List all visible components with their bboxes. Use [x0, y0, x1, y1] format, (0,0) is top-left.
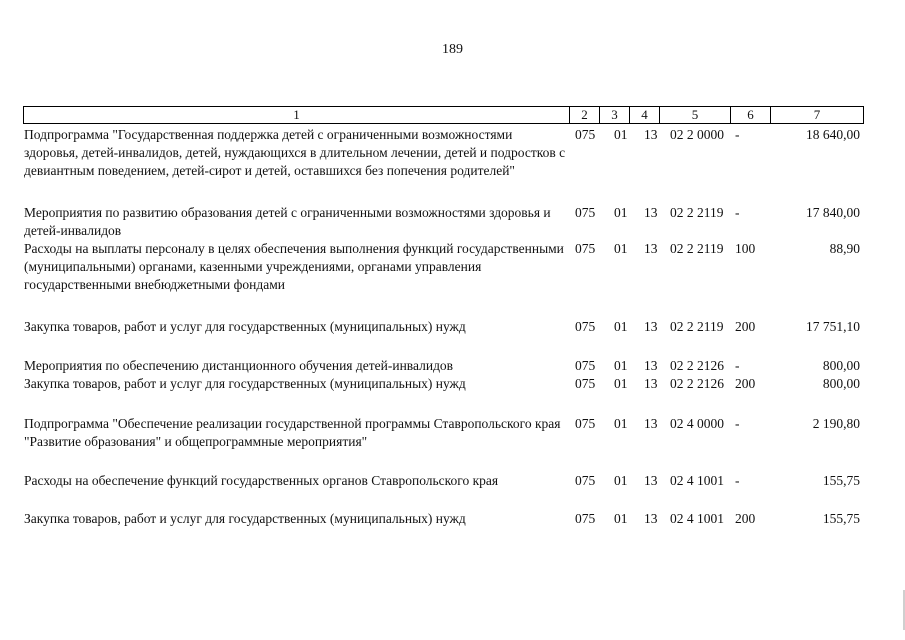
row-code-subsection: 13 — [644, 511, 658, 526]
row-code-expense-type: 200 — [735, 376, 756, 391]
row-code-section: 01 — [614, 473, 628, 488]
row-code-expense-type: - — [735, 205, 740, 220]
row-code-ministry: 075 — [575, 473, 596, 488]
row-description: Мероприятия по развитию образования детей с ограниченными возможностями здоровья и детей-инвалидов — [24, 205, 551, 238]
table-header — [23, 106, 864, 124]
row-description: Расходы на выплаты персоналу в целях обеспечения выполнения функций государственными (муниципальными) органами, казенными учреждениями, органами управления государственными внебюджетными фондами — [24, 241, 564, 292]
row-amount: 155,75 — [822, 473, 860, 488]
row-amount: 17 751,10 — [806, 319, 860, 334]
page-number: 189 — [442, 42, 463, 57]
row-code-ministry: 075 — [575, 511, 596, 526]
row-code-subsection: 13 — [644, 241, 658, 256]
header-col-4: 4 — [629, 107, 659, 123]
row-code-subsection: 13 — [644, 127, 658, 142]
row-code-expense-type: - — [735, 358, 740, 373]
row-code-subsection: 13 — [644, 358, 658, 373]
row-amount: 17 840,00 — [806, 205, 860, 220]
row-code-target: 02 2 2119 — [670, 319, 724, 334]
row-code-expense-type: - — [735, 127, 740, 142]
row-code-subsection: 13 — [644, 319, 658, 334]
row-description: Мероприятия по обеспечению дистанционного обучения детей-инвалидов — [24, 358, 454, 373]
row-code-section: 01 — [614, 205, 628, 220]
row-code-subsection: 13 — [644, 376, 658, 391]
row-description: Подпрограмма "Государственная поддержка детей с ограниченными возможностями здоровья, детей-инвалидов, детей, нуждающихся в длительном лечении, детей и подростков с девиантным поведением, детей-сирот и детей, оставшихся без попечения родителей" — [24, 127, 566, 178]
row-code-section: 01 — [614, 511, 628, 526]
row-code-ministry: 075 — [575, 205, 596, 220]
row-code-section: 01 — [614, 416, 628, 431]
row-amount: 800,00 — [822, 358, 860, 373]
row-code-subsection: 13 — [644, 416, 658, 431]
header-col-2: 2 — [569, 107, 599, 123]
row-amount: 2 190,80 — [812, 416, 860, 431]
row-code-section: 01 — [614, 127, 628, 142]
row-code-ministry: 075 — [575, 416, 596, 431]
row-code-target: 02 4 1001 — [670, 511, 724, 526]
row-code-target: 02 2 2119 — [670, 241, 724, 256]
header-col-6: 6 — [730, 107, 770, 123]
row-description: Подпрограмма "Обеспечение реализации государственной программы Ставропольского края "Развитие образования" и общепрограммные мероприятия" — [24, 416, 561, 449]
row-description: Закупка товаров, работ и услуг для государственных (муниципальных) нужд — [24, 376, 466, 391]
row-code-section: 01 — [614, 241, 628, 256]
row-code-ministry: 075 — [575, 319, 596, 334]
row-code-section: 01 — [614, 358, 628, 373]
row-amount: 88,90 — [829, 241, 860, 256]
row-code-target: 02 2 2126 — [670, 376, 724, 391]
row-code-target: 02 2 2126 — [670, 358, 724, 373]
row-description: Расходы на обеспечение функций государственных органов Ставропольского края — [24, 473, 499, 488]
row-code-expense-type: - — [735, 473, 740, 488]
row-code-ministry: 075 — [575, 376, 596, 391]
row-code-subsection: 13 — [644, 205, 658, 220]
row-code-section: 01 — [614, 319, 628, 334]
header-col-7: 7 — [770, 107, 863, 123]
row-code-ministry: 075 — [575, 358, 596, 373]
row-amount: 155,75 — [822, 511, 860, 526]
row-code-expense-type: 200 — [735, 319, 756, 334]
row-amount: 800,00 — [822, 376, 860, 391]
row-code-expense-type: - — [735, 416, 740, 431]
row-code-expense-type: 200 — [735, 511, 756, 526]
header-col-3: 3 — [599, 107, 629, 123]
row-code-target: 02 2 0000 — [670, 127, 724, 142]
row-code-target: 02 4 1001 — [670, 473, 724, 488]
header-col-1: 1 — [293, 107, 300, 122]
row-code-ministry: 075 — [575, 127, 596, 142]
row-code-section: 01 — [614, 376, 628, 391]
row-code-target: 02 2 2119 — [670, 205, 724, 220]
header-col-5: 5 — [659, 107, 730, 123]
row-amount: 18 640,00 — [806, 127, 860, 142]
row-code-target: 02 4 0000 — [670, 416, 724, 431]
row-code-subsection: 13 — [644, 473, 658, 488]
row-description: Закупка товаров, работ и услуг для государственных (муниципальных) нужд — [24, 511, 466, 526]
row-code-ministry: 075 — [575, 241, 596, 256]
row-code-expense-type: 100 — [735, 241, 756, 256]
row-description: Закупка товаров, работ и услуг для государственных (муниципальных) нужд — [24, 319, 466, 334]
